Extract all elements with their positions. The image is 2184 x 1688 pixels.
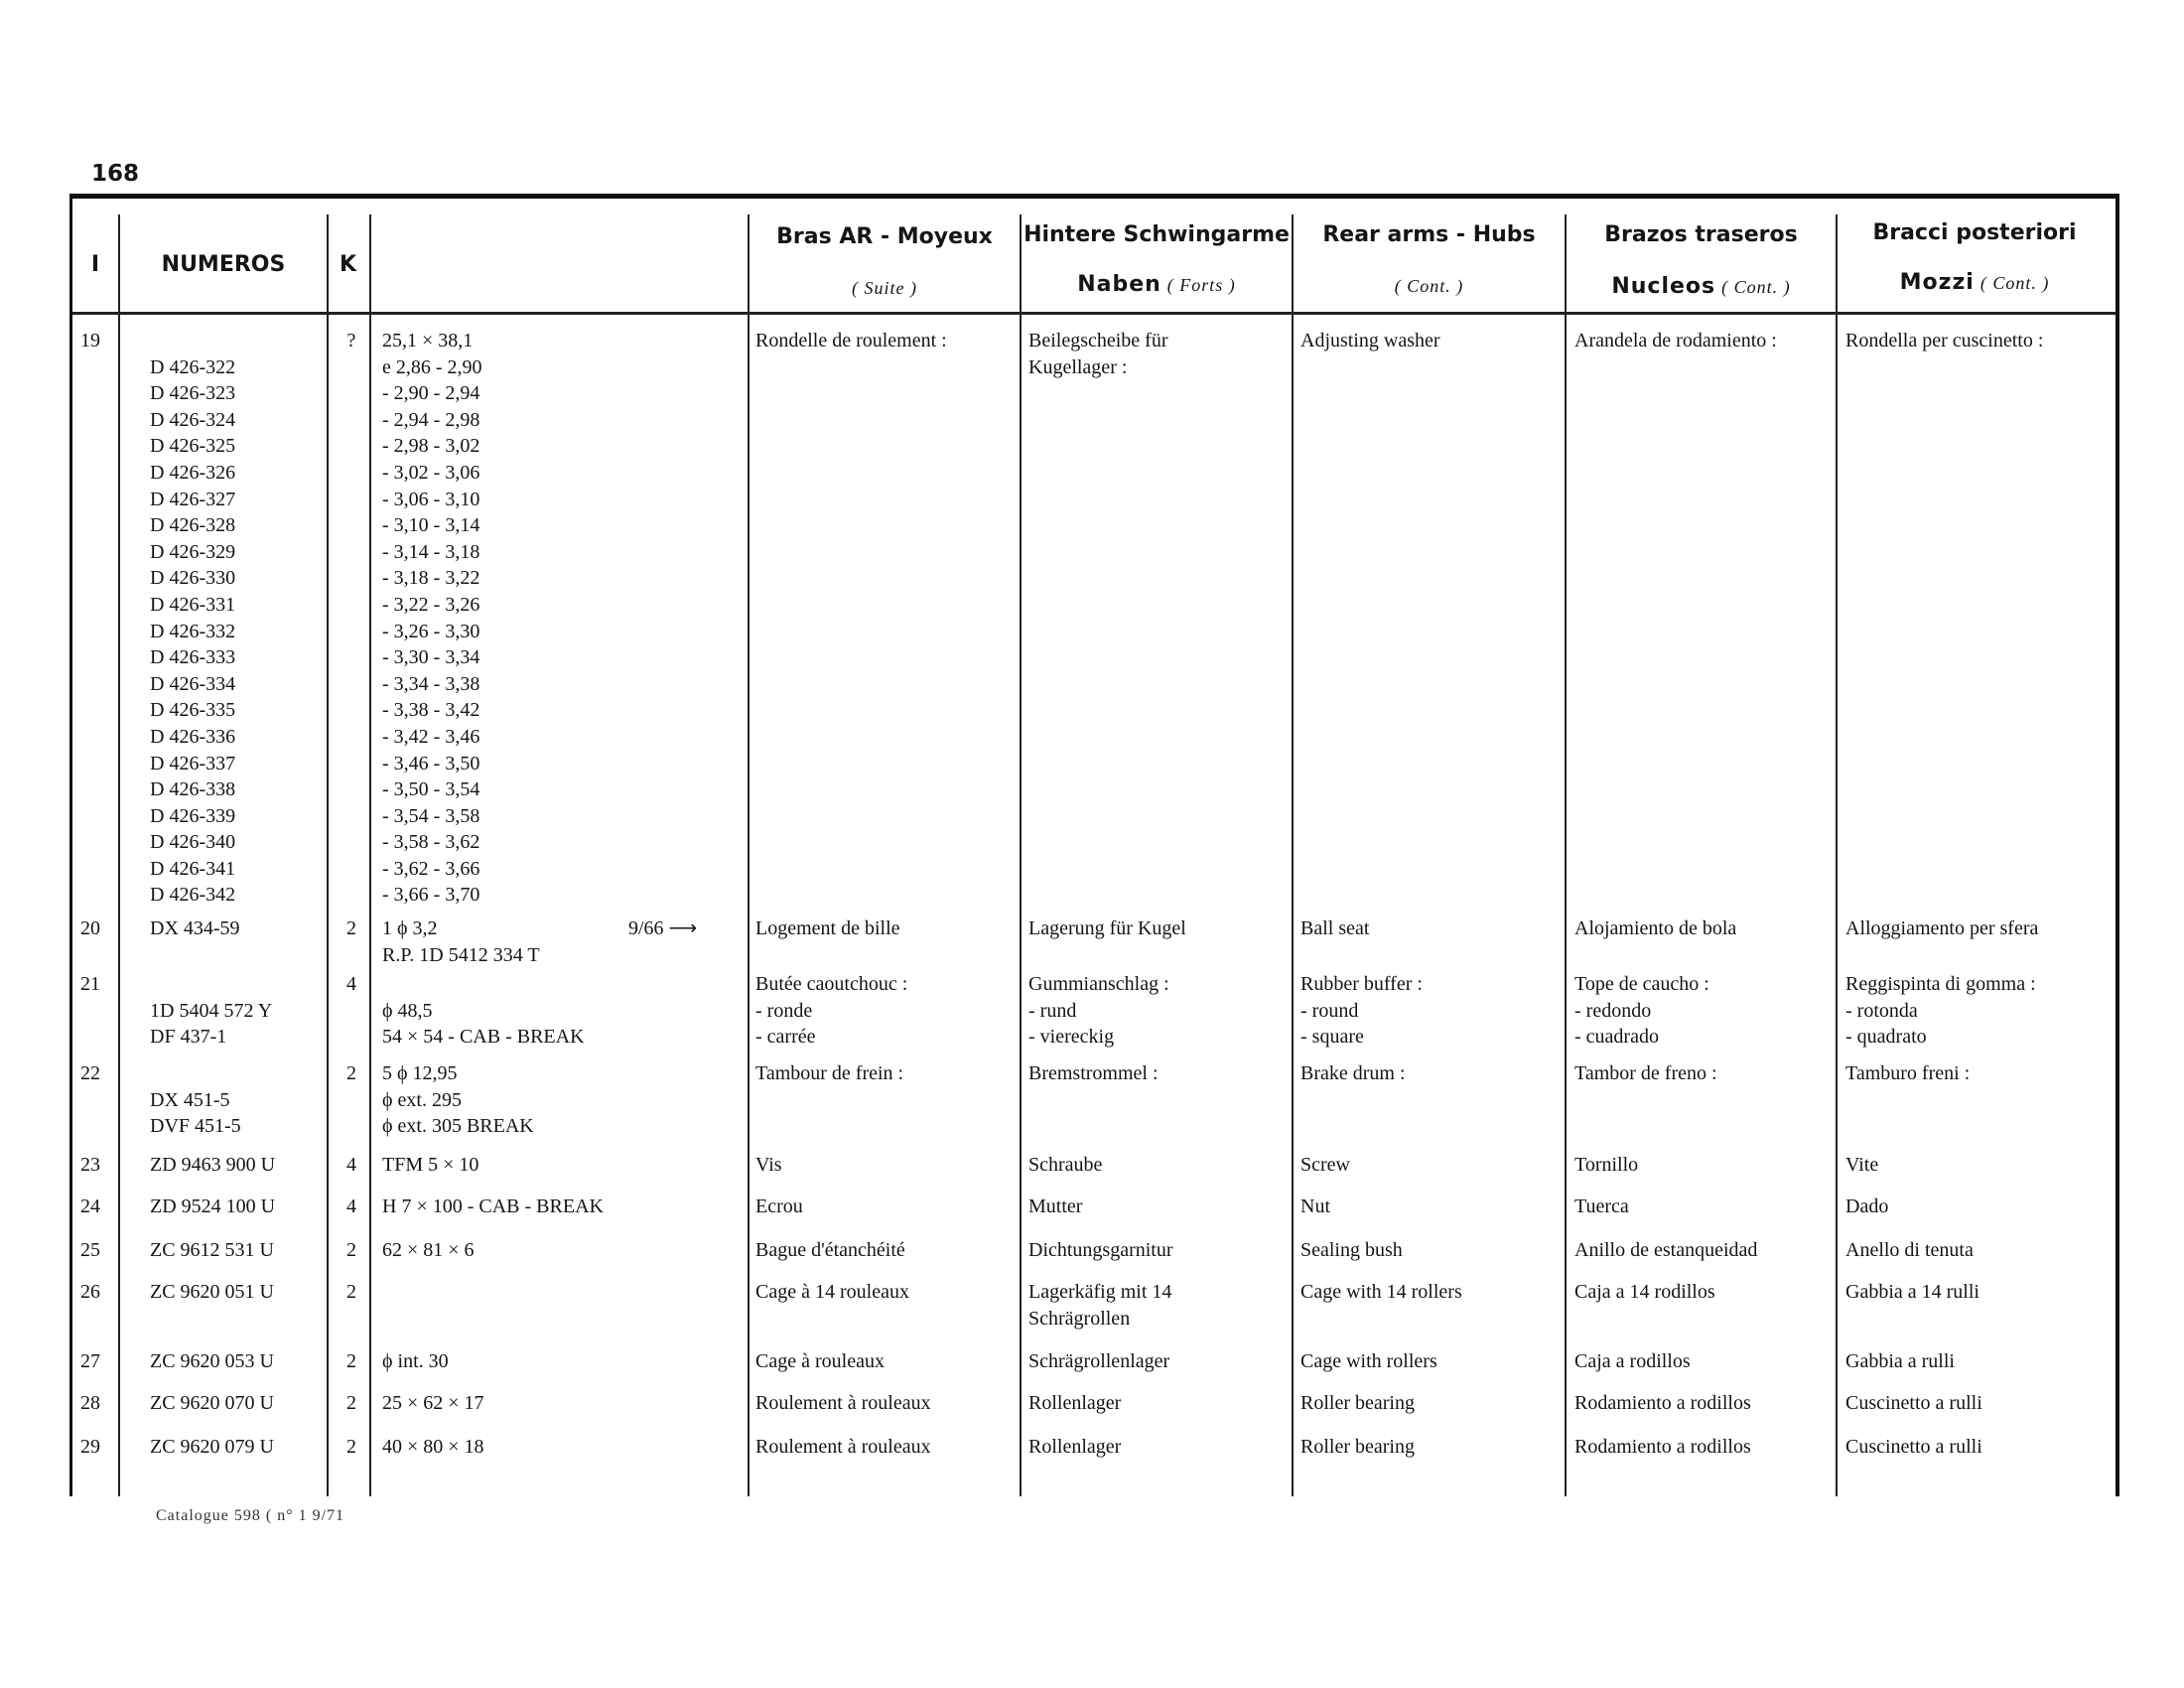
desc-it: [1845, 971, 2114, 1051]
header-col-numeros: NUMEROS: [161, 252, 286, 277]
desc-fr: [755, 971, 1014, 1051]
catalogue-footer: Catalogue 598 ( n° 1 9/71: [156, 1507, 345, 1524]
spec-date-note: 9/66 ⟶: [628, 917, 698, 939]
part-spec: [382, 1434, 809, 1461]
desc-es-line: Tuerca: [1574, 1196, 1629, 1217]
desc-es: [1574, 1152, 1833, 1179]
desc-de: [1028, 971, 1287, 1051]
part-spec: [382, 1348, 809, 1375]
header-es-sub-text: ( Cont. ): [1721, 277, 1791, 297]
part-number-line: D 426-329: [150, 540, 236, 563]
part-number: [150, 1279, 388, 1306]
quantity-k: 2: [346, 1392, 356, 1414]
desc-en-line: Roller bearing: [1300, 1436, 1415, 1458]
desc-de-line: Kugellager :: [1028, 355, 1128, 378]
desc-en-line: Rubber buffer :: [1300, 973, 1423, 995]
header-it-sub-text: ( Cont. ): [1979, 273, 2050, 293]
desc-it-line: Cuscinetto a rulli: [1845, 1392, 1982, 1414]
header-es-title: Brazos traseros: [1604, 222, 1798, 247]
part-spec-line: - 3,18 - 3,22: [382, 567, 480, 590]
part-number: [150, 1152, 388, 1179]
desc-en-line: Roller bearing: [1300, 1392, 1415, 1414]
desc-it: [1845, 1348, 2114, 1375]
part-spec-line: - 3,46 - 3,50: [382, 752, 480, 774]
desc-de-line: Rollenlager: [1028, 1436, 1122, 1458]
desc-en: [1300, 1060, 1559, 1087]
desc-fr-line: Tambour de frein :: [755, 1062, 904, 1084]
part-spec-line: - 3,42 - 3,46: [382, 725, 480, 748]
desc-it: [1845, 1434, 2114, 1461]
part-number: [150, 1434, 388, 1461]
desc-en: [1300, 1152, 1559, 1179]
part-number-line: D 426-341: [150, 857, 236, 880]
part-number: [150, 915, 388, 942]
part-spec-line: - 3,10 - 3,14: [382, 514, 480, 537]
part-spec-line: - 3,66 - 3,70: [382, 884, 480, 907]
quantity-k: 2: [346, 1281, 356, 1303]
part-spec-line: [382, 971, 809, 998]
part-number-line: D 426-325: [150, 435, 236, 458]
desc-en-line: Cage with rollers: [1300, 1350, 1437, 1372]
desc-fr-line: Butée caoutchouc :: [755, 973, 908, 995]
item-index: 20: [80, 917, 100, 939]
part-spec-line: - 3,38 - 3,42: [382, 699, 480, 722]
desc-it-line: - quadrato: [1845, 1026, 1927, 1049]
desc-en-line: Screw: [1300, 1154, 1350, 1176]
desc-es: [1574, 1194, 1833, 1220]
desc-es: [1574, 1279, 1833, 1306]
part-number-line: D 426-334: [150, 672, 236, 695]
part-spec-line: - 3,58 - 3,62: [382, 831, 480, 854]
part-spec-line: 1 ϕ 3,2: [382, 917, 438, 939]
quantity-k: 2: [346, 1436, 356, 1458]
part-spec-line: - 3,34 - 3,38: [382, 672, 480, 695]
desc-en-line: Adjusting washer: [1300, 330, 1440, 352]
item-index: 24: [80, 1196, 100, 1217]
part-spec: [382, 1060, 809, 1140]
desc-es-line: Tope de caucho :: [1574, 973, 1709, 995]
desc-es-line: Alojamiento de bola: [1574, 917, 1737, 939]
part-number-line: D 426-322: [150, 355, 236, 378]
desc-de: [1028, 1237, 1287, 1264]
part-number: [150, 1237, 388, 1264]
part-number: [150, 1060, 388, 1140]
header-de-title: Hintere Schwingarme: [1024, 222, 1290, 247]
desc-it: [1845, 1237, 2114, 1264]
desc-en: [1300, 1348, 1559, 1375]
header-de-sub-bold: Naben: [1077, 272, 1161, 297]
part-spec-line: ϕ ext. 295: [382, 1088, 462, 1111]
part-spec-line: 54 × 54 - CAB - BREAK: [382, 1026, 585, 1049]
part-spec-line: 5 ϕ 12,95: [382, 1062, 458, 1084]
quantity-k: 4: [346, 1154, 356, 1176]
desc-en: [1300, 1194, 1559, 1220]
part-number-line: ZC 9612 531 U: [150, 1239, 274, 1261]
part-number-line: [150, 1060, 388, 1087]
quantity-k: 2: [346, 1062, 356, 1084]
desc-de: [1028, 1194, 1287, 1220]
part-spec-line: - 2,90 - 2,94: [382, 382, 480, 405]
part-number-line: ZD 9463 900 U: [150, 1154, 276, 1176]
desc-fr-line: Ecrou: [755, 1196, 803, 1217]
desc-de-line: Rollenlager: [1028, 1392, 1122, 1414]
desc-de: [1028, 1348, 1287, 1375]
part-number-line: DF 437-1: [150, 1026, 227, 1049]
desc-it-line: Reggispinta di gomma :: [1845, 973, 2036, 995]
desc-fr-line: Rondelle de roulement :: [755, 330, 947, 352]
part-spec-line: - 3,30 - 3,34: [382, 646, 480, 669]
part-number-line: D 426-332: [150, 620, 236, 642]
item-index: 29: [80, 1436, 100, 1458]
part-number: [150, 971, 388, 1051]
desc-es-line: Rodamiento a rodillos: [1574, 1436, 1751, 1458]
desc-en-line: - square: [1300, 1026, 1364, 1049]
part-spec: [382, 1194, 809, 1220]
part-spec-line: - 3,22 - 3,26: [382, 593, 480, 616]
item-index: 28: [80, 1392, 100, 1414]
part-number: [150, 1390, 388, 1417]
desc-es-line: Arandela de rodamiento :: [1574, 330, 1777, 352]
part-number-line: D 426-323: [150, 382, 236, 405]
part-spec-line: - 3,54 - 3,58: [382, 804, 480, 827]
desc-de: [1028, 1390, 1287, 1417]
header-it-sub-bold: Mozzi: [1899, 270, 1975, 295]
part-number: [150, 328, 388, 909]
part-number-line: ZC 9620 079 U: [150, 1436, 274, 1458]
desc-es-line: Rodamiento a rodillos: [1574, 1392, 1751, 1414]
desc-de: [1028, 1060, 1287, 1087]
desc-de: [1028, 1279, 1287, 1332]
part-spec-line: - 3,26 - 3,30: [382, 620, 480, 642]
desc-de: [1028, 1152, 1287, 1179]
desc-en: [1300, 971, 1559, 1051]
quantity-k: 2: [346, 917, 356, 939]
part-spec: [382, 1279, 809, 1306]
desc-en: [1300, 1434, 1559, 1461]
header-col-i: I: [90, 252, 100, 277]
desc-es-line: Caja a 14 rodillos: [1574, 1281, 1715, 1303]
desc-en-line: - round: [1300, 999, 1359, 1022]
desc-es-line: Anillo de estanqueidad: [1574, 1239, 1758, 1261]
header-col-k: K: [339, 252, 357, 277]
part-number-line: D 426-336: [150, 725, 236, 748]
part-spec-line: - 3,06 - 3,10: [382, 488, 480, 510]
desc-en-line: Brake drum :: [1300, 1062, 1406, 1084]
desc-fr: [755, 328, 1014, 354]
part-spec-line: 25 × 62 × 17: [382, 1392, 484, 1414]
part-number-line: ZD 9524 100 U: [150, 1196, 276, 1217]
desc-en-line: Ball seat: [1300, 917, 1370, 939]
item-index: 25: [80, 1239, 100, 1261]
desc-it-line: Gabbia a rulli: [1845, 1350, 1955, 1372]
desc-fr-line: - carrée: [755, 1026, 816, 1049]
header-it-title: Bracci posteriori: [1872, 220, 2077, 245]
part-spec-line: 62 × 81 × 6: [382, 1239, 475, 1261]
part-number-line: D 426-327: [150, 488, 236, 510]
desc-es: [1574, 1390, 1833, 1417]
part-spec: [382, 1237, 809, 1264]
part-number-line: ZC 9620 070 U: [150, 1392, 274, 1414]
desc-it: [1845, 1152, 2114, 1179]
desc-es-line: Tornillo: [1574, 1154, 1639, 1176]
part-number-line: D 426-335: [150, 699, 236, 722]
part-number-line: 1D 5404 572 Y: [150, 999, 273, 1022]
part-number-line: D 426-331: [150, 593, 236, 616]
page-number: 168: [91, 161, 140, 187]
desc-fr: [755, 1279, 1014, 1306]
part-spec-line: - 2,98 - 3,02: [382, 435, 480, 458]
part-number-line: [150, 971, 388, 998]
part-number-line: D 426-330: [150, 567, 236, 590]
desc-it-line: Vite: [1845, 1154, 1879, 1176]
desc-en-line: Cage with 14 rollers: [1300, 1281, 1462, 1303]
desc-fr: [755, 1194, 1014, 1220]
part-spec-line: - 3,02 - 3,06: [382, 461, 480, 484]
desc-de-line: Gummianschlag :: [1028, 973, 1169, 995]
desc-es: [1574, 1237, 1833, 1264]
part-number-line: D 426-328: [150, 514, 236, 537]
desc-de-line: Beilegscheibe für: [1028, 330, 1168, 352]
part-spec-line: ϕ 48,5: [382, 999, 433, 1022]
desc-es: [1574, 328, 1833, 354]
desc-es-line: Tambor de freno :: [1574, 1062, 1717, 1084]
part-spec-line: TFM 5 × 10: [382, 1154, 479, 1176]
desc-it-line: Tamburo freni :: [1845, 1062, 1971, 1084]
quantity-k: 2: [346, 1239, 356, 1261]
part-spec: [382, 1390, 809, 1417]
desc-it-line: - rotonda: [1845, 999, 1918, 1022]
desc-fr-line: Roulement à rouleaux: [755, 1392, 931, 1414]
desc-de-line: Dichtungsgarnitur: [1028, 1239, 1173, 1261]
part-number-line: D 426-326: [150, 461, 236, 484]
header-fr-title: Bras AR - Moyeux: [776, 224, 993, 249]
item-index: 23: [80, 1154, 100, 1176]
desc-de-line: Schrägrollenlager: [1028, 1350, 1170, 1372]
part-number-line: D 426-339: [150, 804, 236, 827]
desc-fr: [755, 1060, 1014, 1087]
desc-en: [1300, 328, 1559, 354]
desc-es: [1574, 1434, 1833, 1461]
part-spec-line: - 3,62 - 3,66: [382, 857, 480, 880]
part-number-line: D 426-338: [150, 778, 236, 801]
desc-fr: [755, 1152, 1014, 1179]
part-spec: [382, 915, 809, 968]
quantity-k: ?: [346, 330, 356, 352]
part-spec-line: - 3,50 - 3,54: [382, 778, 480, 801]
desc-it-line: Gabbia a 14 rulli: [1845, 1281, 1979, 1303]
header-en-title: Rear arms - Hubs: [1322, 222, 1536, 247]
desc-fr: [755, 915, 1014, 942]
item-index: 27: [80, 1350, 100, 1372]
part-spec-line: 40 × 80 × 18: [382, 1436, 484, 1458]
desc-es-line: Caja a rodillos: [1574, 1350, 1691, 1372]
desc-es: [1574, 1348, 1833, 1375]
part-spec: [382, 1152, 809, 1179]
part-number-line: D 426-342: [150, 884, 236, 907]
desc-es: [1574, 1060, 1833, 1087]
desc-it: [1845, 1060, 2114, 1087]
desc-en: [1300, 1279, 1559, 1306]
part-number: [150, 1348, 388, 1375]
desc-es: [1574, 971, 1833, 1051]
desc-es-line: - cuadrado: [1574, 1026, 1659, 1049]
desc-en-line: Nut: [1300, 1196, 1330, 1217]
desc-fr: [755, 1237, 1014, 1264]
header-en-sub: ( Cont. ): [1394, 276, 1464, 296]
part-number-line: D 426-324: [150, 408, 236, 431]
desc-it-line: Alloggiamento per sfera: [1845, 917, 2039, 939]
part-number-line: DX 451-5: [150, 1088, 230, 1111]
part-spec-line: H 7 × 100 - CAB - BREAK: [382, 1196, 604, 1217]
desc-it: [1845, 1279, 2114, 1306]
part-spec-line: - 2,94 - 2,98: [382, 408, 480, 431]
table-body: [72, 199, 2116, 1496]
parts-table: [69, 194, 2119, 1496]
desc-fr-line: - ronde: [755, 999, 813, 1022]
part-number-line: [150, 328, 388, 354]
desc-es: [1574, 915, 1833, 942]
part-number-line: ZC 9620 053 U: [150, 1350, 274, 1372]
desc-de-line: Schrägrollen: [1028, 1307, 1131, 1330]
part-spec-line: 25,1 × 38,1: [382, 330, 474, 352]
part-spec: [382, 971, 809, 1051]
desc-de-line: Schraube: [1028, 1154, 1103, 1176]
part-number-line: D 426-337: [150, 752, 236, 774]
quantity-k: 4: [346, 1196, 356, 1217]
part-spec-line: ϕ int. 30: [382, 1350, 449, 1372]
quantity-k: 2: [346, 1350, 356, 1372]
desc-fr-line: Roulement à rouleaux: [755, 1436, 931, 1458]
desc-de-line: - rund: [1028, 999, 1077, 1022]
item-index: 22: [80, 1062, 100, 1084]
part-number-line: DX 434-59: [150, 917, 240, 939]
header-de-sub-text: ( Forts ): [1166, 275, 1236, 295]
desc-de: [1028, 328, 1287, 380]
desc-it-line: Anello di tenuta: [1845, 1239, 1974, 1261]
desc-fr-line: Vis: [755, 1154, 782, 1176]
desc-fr-line: Cage à rouleaux: [755, 1350, 885, 1372]
desc-it: [1845, 328, 2114, 354]
part-number-line: ZC 9620 051 U: [150, 1281, 274, 1303]
item-index: 19: [80, 330, 100, 352]
desc-de-line: Mutter: [1028, 1196, 1083, 1217]
part-spec-line: R.P. 1D 5412 334 T: [382, 943, 540, 966]
desc-en: [1300, 1237, 1559, 1264]
desc-de-line: Lagerkäfig mit 14: [1028, 1281, 1172, 1303]
part-spec-line: - 3,14 - 3,18: [382, 540, 480, 563]
part-spec: [382, 328, 809, 909]
desc-it: [1845, 1194, 2114, 1220]
item-index: 26: [80, 1281, 100, 1303]
desc-en-line: Sealing bush: [1300, 1239, 1403, 1261]
desc-fr: [755, 1390, 1014, 1417]
desc-it-line: Dado: [1845, 1196, 1889, 1217]
desc-en: [1300, 1390, 1559, 1417]
desc-fr-line: Bague d'étanchéité: [755, 1239, 905, 1261]
part-number-line: D 426-333: [150, 646, 236, 669]
desc-it: [1845, 915, 2114, 942]
header-es-sub-bold: Nucleos: [1611, 274, 1716, 299]
part-number-line: D 426-340: [150, 831, 236, 854]
desc-de-line: Lagerung für Kugel: [1028, 917, 1186, 939]
desc-fr: [755, 1434, 1014, 1461]
desc-it-line: Rondella per cuscinetto :: [1845, 330, 2044, 352]
desc-it: [1845, 1390, 2114, 1417]
desc-fr-line: Cage à 14 rouleaux: [755, 1281, 909, 1303]
part-spec-line: [382, 1279, 809, 1306]
desc-de: [1028, 1434, 1287, 1461]
quantity-k: 4: [346, 973, 356, 995]
part-spec-line: e 2,86 - 2,90: [382, 355, 482, 378]
header-fr-sub: ( Suite ): [852, 278, 917, 298]
part-spec-line: ϕ ext. 305 BREAK: [382, 1115, 534, 1138]
part-number-line: DVF 451-5: [150, 1115, 241, 1138]
desc-fr: [755, 1348, 1014, 1375]
desc-de-line: - viereckig: [1028, 1026, 1115, 1049]
desc-en: [1300, 915, 1559, 942]
item-index: 21: [80, 973, 100, 995]
desc-it-line: Cuscinetto a rulli: [1845, 1436, 1982, 1458]
desc-es-line: - redondo: [1574, 999, 1652, 1022]
desc-de-line: Bremstrommel :: [1028, 1062, 1159, 1084]
desc-de: [1028, 915, 1287, 942]
part-number: [150, 1194, 388, 1220]
desc-fr-line: Logement de bille: [755, 917, 900, 939]
